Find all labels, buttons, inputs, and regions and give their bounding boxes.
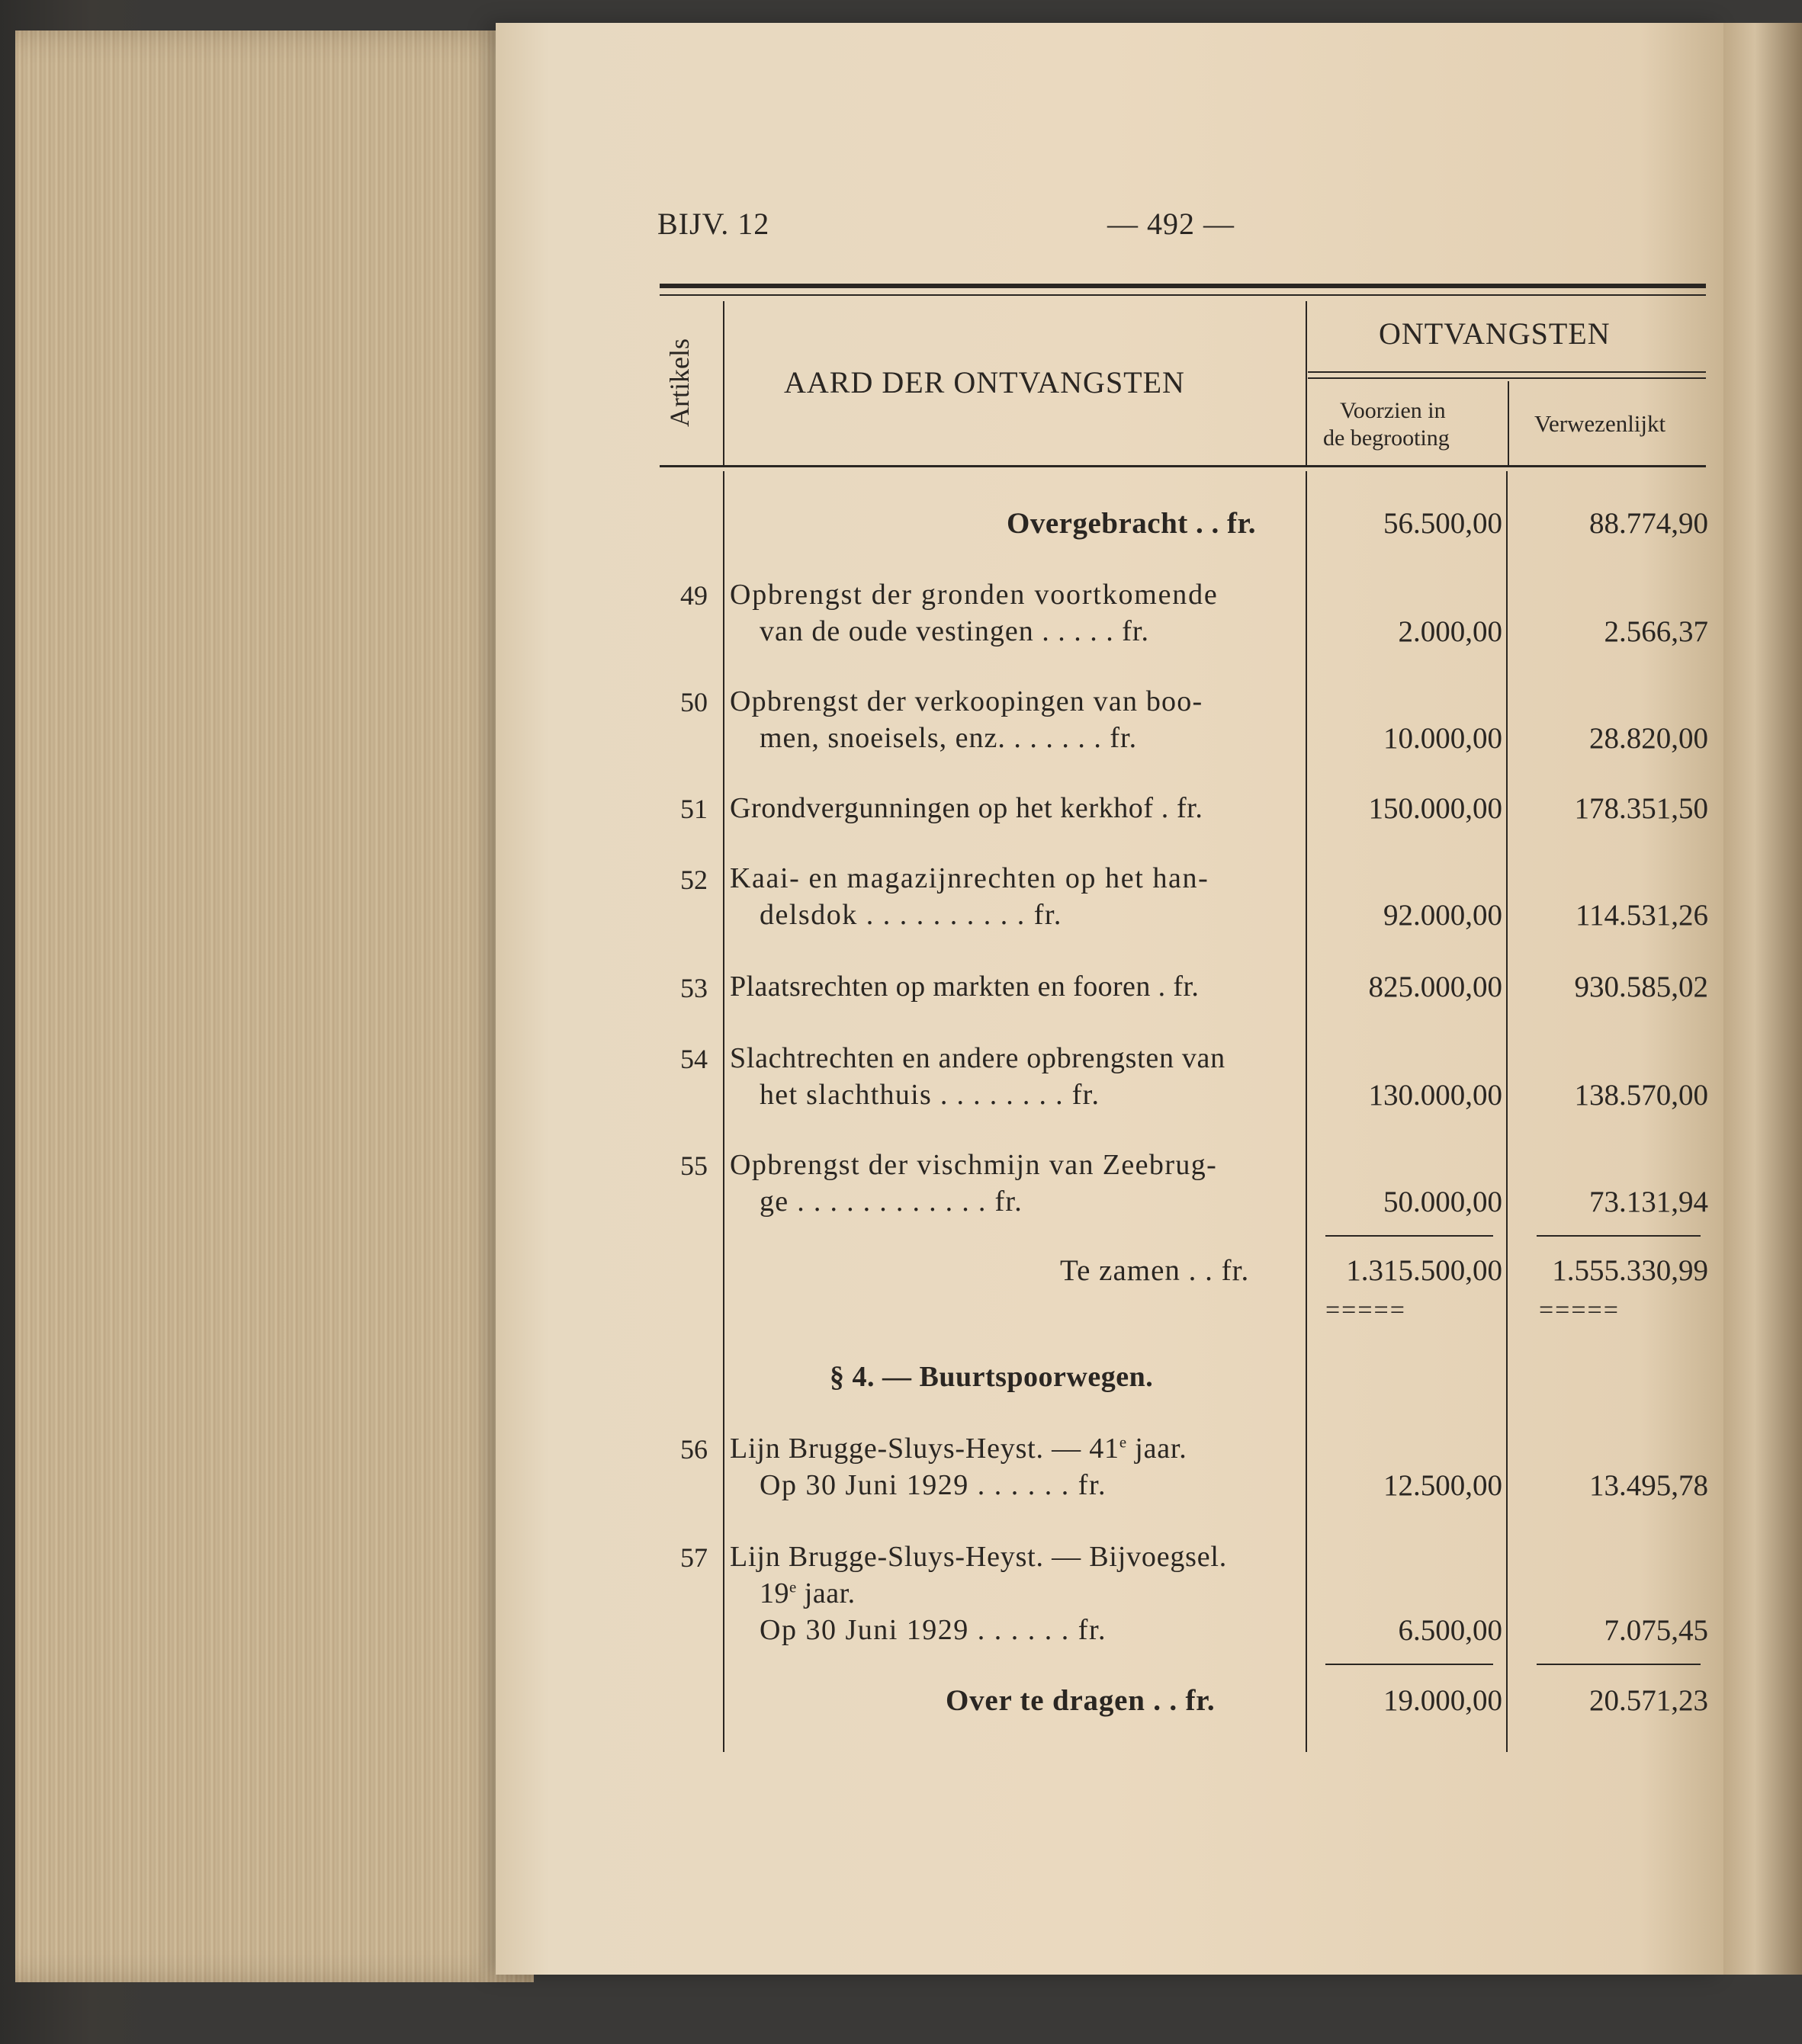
total-verwezenlijkt: 1.555.330,99 [1552,1254,1708,1287]
row-description-line2: van de oude vestingen . . . . . fr. [760,615,1149,647]
article-number: 57 [680,1542,708,1573]
total-label: Te zamen . . fr. [1060,1254,1250,1287]
carry-forward-voorzien: 19.000,00 [1383,1684,1502,1717]
carry-forward-label: Over te dragen . . fr. [946,1684,1216,1717]
total-double-rule-verwezenlijkt: ===== [1539,1296,1620,1324]
header-bottom-rule [660,465,1706,467]
header-artikels: Artikels [664,339,695,427]
row-description-line2: het slachthuis . . . . . . . . fr. [760,1079,1100,1111]
header-divider-3 [1508,381,1509,465]
article-number: 52 [680,865,708,895]
row-verwezenlijkt: 114.531,26 [1575,899,1708,932]
carry-forward-verwezenlijkt: 20.571,23 [1589,1684,1708,1717]
superscript: e [789,1577,797,1596]
row-voorzien: 150.000,00 [1368,792,1502,825]
header-divider-1 [723,301,724,465]
row-verwezenlijkt: 178.351,50 [1574,792,1708,825]
header-ontvangsten-rule-2 [1308,377,1706,379]
row-verwezenlijkt: 7.075,45 [1604,1614,1708,1647]
row-description-line2: ge . . . . . . . . . . . . fr. [760,1186,1023,1218]
row-description-line2 [760,1577,856,1610]
row-verwezenlijkt: 930.585,02 [1574,971,1708,1003]
article-number: 56 [680,1434,708,1465]
row-voorzien: 12.500,00 [1383,1469,1502,1502]
row-description-line2: Op 30 Juni 1929 . . . . . . fr. [760,1469,1107,1501]
row-verwezenlijkt: 2.566,37 [1604,615,1708,648]
section-heading: § 4. — Buurtspoorwegen. [830,1361,1154,1393]
body-divider-2 [1306,471,1307,1752]
row-voorzien: 10.000,00 [1383,722,1502,755]
article-number: 55 [680,1150,708,1181]
row-verwezenlijkt: 28.820,00 [1589,722,1708,755]
row-description-line3: Op 30 Juni 1929 . . . . . . fr. [760,1614,1107,1646]
row-voorzien: 92.000,00 [1383,899,1502,932]
article-number: 51 [680,794,708,824]
row-voorzien: 2.000,00 [1398,615,1502,648]
top-rule-thick [660,284,1706,288]
article-number: 54 [680,1044,708,1074]
row-description-line2-tail: jaar. [796,1577,856,1609]
row-description-line1: Slachtrechten en andere opbrengsten van [730,1042,1225,1074]
body-divider-1 [723,471,724,1752]
row-description-line2-text: 19 [760,1577,789,1609]
subtotal-rule-verwezenlijkt [1537,1235,1701,1237]
row-description-line1-text: Lijn Brugge-Sluys-Heyst. — 41 [730,1433,1119,1465]
row-verwezenlijkt: 13.495,78 [1589,1469,1708,1502]
brought-forward-verwezenlijkt: 88.774,90 [1589,507,1708,540]
row-description-line1: Opbrengst der verkoopingen van boo- [730,685,1203,717]
row-verwezenlijkt: 73.131,94 [1589,1186,1708,1218]
header-divider-2 [1306,301,1307,465]
superscript: e [1119,1433,1127,1452]
article-number: 49 [680,580,708,611]
top-rule-thin [660,294,1706,296]
row-description-line1: Kaai- en magazijnrechten op het han- [730,862,1209,894]
carry-rule-voorzien [1325,1664,1493,1665]
row-verwezenlijkt: 138.570,00 [1574,1079,1708,1112]
row-voorzien: 825.000,00 [1368,971,1502,1003]
article-number: 50 [680,687,708,717]
body-divider-3 [1506,471,1508,1752]
total-double-rule-voorzien: ===== [1325,1296,1406,1324]
page-number: — 492 — [1107,207,1235,241]
header-voorzien-line2: de begrooting [1323,425,1450,451]
header-ontvangsten-rule-1 [1308,371,1706,373]
row-voorzien: 6.500,00 [1398,1614,1502,1647]
header-aard: AARD DER ONTVANGSTEN [784,365,1185,399]
row-description-line1 [730,1432,1187,1465]
row-voorzien: 130.000,00 [1368,1079,1502,1112]
row-description-line1: Grondvergunningen op het kerkhof . fr. [730,792,1203,824]
row-description-line1: Plaatsrechten op markten en fooren . fr. [730,971,1200,1003]
section-label: BIJV. 12 [657,207,770,241]
carry-rule-verwezenlijkt [1537,1664,1701,1665]
row-description-line1: Lijn Brugge-Sluys-Heyst. — Bijvoegsel. [730,1541,1228,1573]
row-description-line1: Opbrengst der vischmijn van Zeebrug- [730,1149,1218,1181]
row-description-line1: Opbrengst der gronden voortkomende [730,579,1219,611]
row-description-line2: delsdok . . . . . . . . . . fr. [760,899,1062,931]
header-ontvangsten: ONTVANGSTEN [1379,316,1611,351]
row-description-line1-tail: jaar. [1126,1433,1187,1465]
brought-forward-voorzien: 56.500,00 [1383,507,1502,540]
article-number: 53 [680,973,708,1003]
row-description-line2: men, snoeisels, enz. . . . . . . fr. [760,722,1138,754]
brought-forward-label: Overgebracht . . fr. [1007,507,1256,540]
header-voorzien-line1: Voorzien in [1340,398,1446,423]
total-voorzien: 1.315.500,00 [1346,1254,1502,1287]
header-verwezenlijkt: Verwezenlijkt [1534,410,1666,437]
next-page-edge [1723,23,1802,1975]
page-block-edge [15,30,534,1982]
row-voorzien: 50.000,00 [1383,1186,1502,1218]
subtotal-rule-voorzien [1325,1235,1493,1237]
